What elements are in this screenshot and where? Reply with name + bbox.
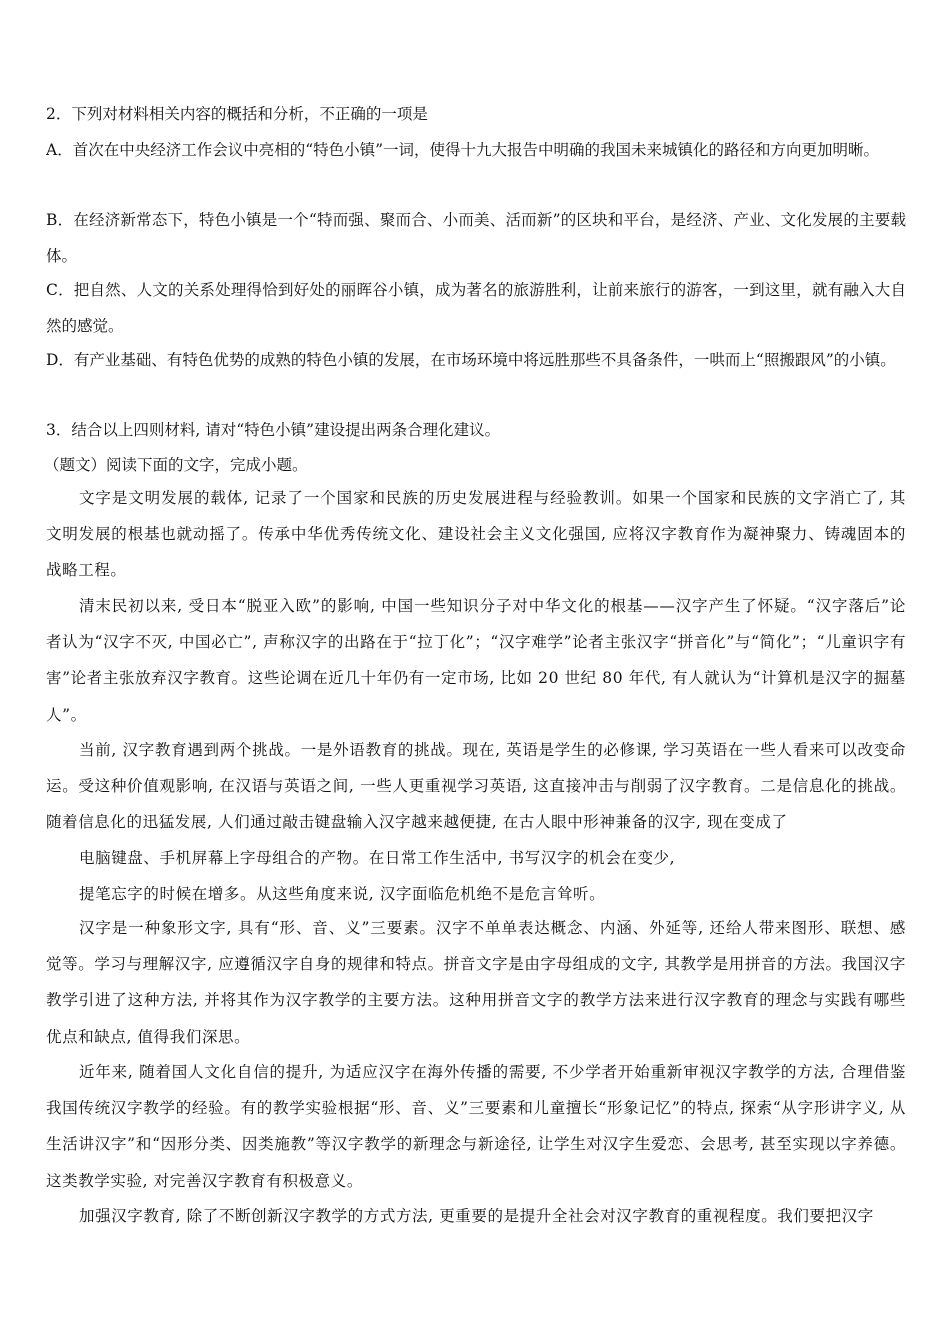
reading-paragraph-5: 近年来, 随着国人文化自信的提升, 为适应汉字在海外传播的需要, 不少学者开始重新审视汉字教学的方法, 合理借鉴我国传统汉字教学的经验。有的教学实验根据“形、音、义”三要素和儿童擅长“形象记忆”的特点, 探索“从字形讲字义, 从生活讲汉字”和“因形分类、因类施教”等汉字教学的新理念与新途径, 让学生对汉字生爱恋、会思考, 甚至实现以字养德。这类教学实验, 对完善汉字教育有积极意义。 [46,1063,906,1190]
reading-paragraph-3: 当前, 汉字教育遇到两个挑战。一是外语教育的挑战。现在, 英语是学生的必修课, 学习英语在一些人看来可以改变命运。受这种价值观影响, 在汉语与英语之间, 一些人更重视学习英语, 这直接冲击与削弱了汉字教育。二是信息化的挑战。随着信息化的迅猛发展, 人们通过敲击键盘输入汉字越来越便捷, 在古人眼中形神兼备的汉字, 现在变成了 [46,741,906,832]
reading-paragraph-6: 加强汉字教育, 除了不断创新汉字教学的方式方法, 更重要的是提升全社会对汉字教育的重视程度。我们要把汉字 [79,1207,874,1225]
reading-paragraph-3-line-2: 电脑键盘、手机屏幕上字母组合的产物。在日常工作生活中, 书写汉字的机会在变少, [79,849,676,867]
reading-paragraph-1: 文字是文明发展的载体, 记录了一个国家和民族的历史发展进程与经验教训。如果一个国家和民族的文字消亡了, 其文明发展的根基也就动摇了。传承中华优秀传统文化、建设社会主义文化强国, 应将汉字教育作为凝神聚力、铸魂固本的战略工程。 [46,489,906,580]
reading-paragraph-3-line-3: 提笔忘字的时候在增多。从这些角度来说, 汉字面临危机绝不是危言耸听。 [79,885,606,903]
question-2-option-b: B．在经济新常态下，特色小镇是一个“特而强、聚而合、小而美、活而新”的区块和平台，是经济、产业、文化发展的主要载体。 [46,211,906,265]
reading-instruction: （题文）阅读下面的文字，完成小题。 [44,456,308,474]
reading-paragraph-4: 汉字是一种象形文字, 具有“形、音、义”三要素。汉字不单单表达概念、内涵、外延等, 还给人带来图形、联想、感觉等。学习与理解汉字, 应遵循汉字自身的规律和特点。拼音文字是由字母组成的文字, 其教学是用拼音的方法。我国汉字教学引进了这种方法, 并将其作为汉字教学的主要方法。这种用拼音文字的教学方法来进行汉字教育的理念与实践有哪些优点和缺点, 值得我们深思。 [46,919,906,1046]
question-2-stem: 2．下列对材料相关内容的概括和分析，不正确的一项是 [46,105,428,123]
question-2-option-c: C．把自然、人文的关系处理得恰到好处的丽晖谷小镇，成为著名的旅游胜利，让前来旅行的游客，一到这里，就有融入大自然的感觉。 [46,281,906,335]
reading-paragraph-2: 清末民初以来, 受日本“脱亚入欧”的影响, 中国一些知识分子对中华文化的根基——汉字产生了怀疑。“汉字落后”论者认为“汉字不灭, 中国必亡”, 声称汉字的出路在于“拉丁化”；“汉字难学”论者主张汉字“拼音化”与“简化”；“儿童识字有害”论者主张放弃汉字教育。这些论调在近几十年仍有一定市场, 比如 20 世纪 80 年代, 有人就认为“计算机是汉字的掘墓人”。 [46,597,906,724]
question-2-option-d: D．有产业基础、有特色优势的成熟的特色小镇的发展，在市场环境中将远胜那些不具备条件，一哄而上“照搬跟风”的小镇。 [46,351,896,369]
question-2-option-a: A．首次在中央经济工作会议中亮相的“特色小镇”一词，使得十九大报告中明确的我国未来城镇化的路径和方向更加明晰。 [46,141,880,159]
question-3-stem: 3．结合以上四则材料, 请对“特色小镇”建设提出两条合理化建议。 [46,421,501,439]
